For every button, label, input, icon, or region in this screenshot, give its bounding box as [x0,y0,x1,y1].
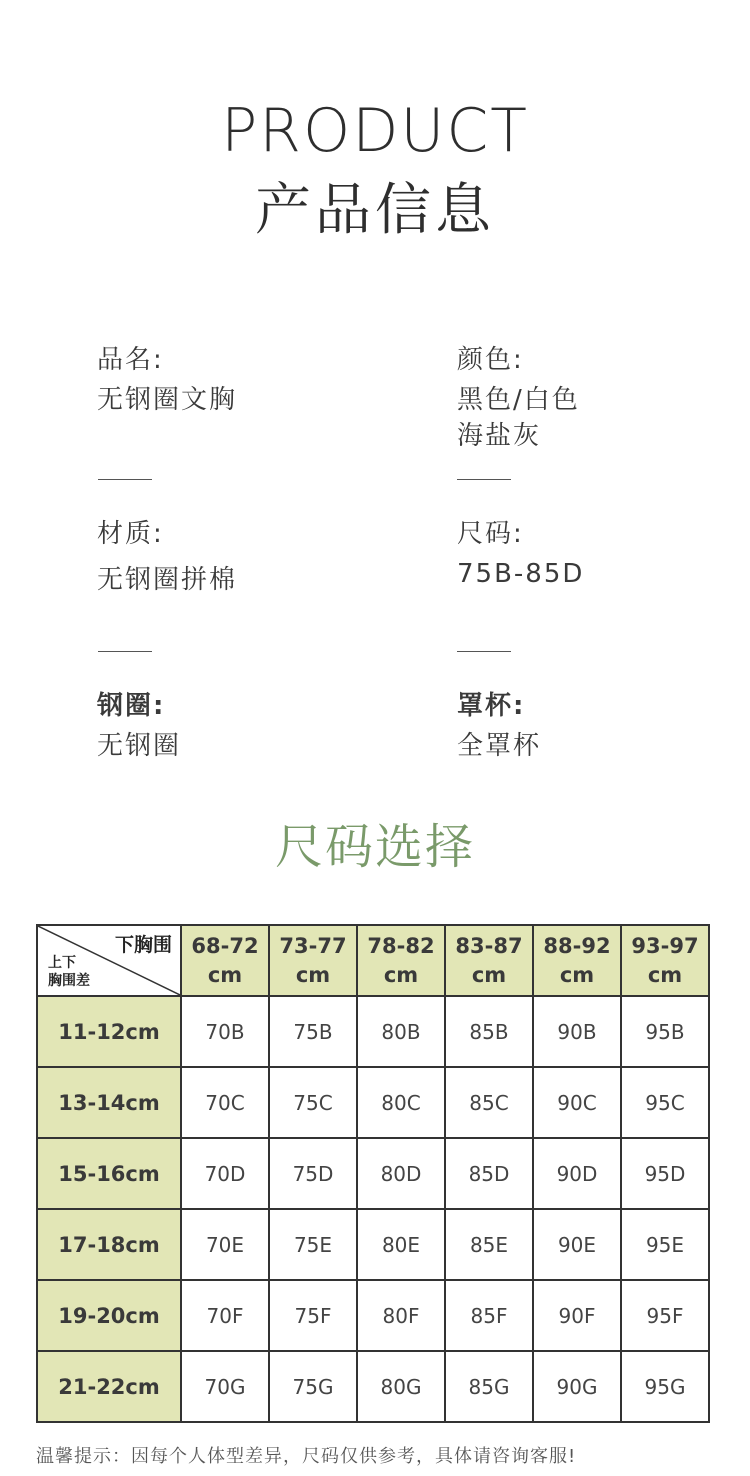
divider [457,651,511,652]
row-header: 17-18cm [37,1209,181,1280]
column-unit: cm [647,962,683,987]
size-cell: 70E [181,1209,269,1280]
column-range: 93-97 [631,933,699,958]
column-header [533,925,621,996]
size-cell: 80C [357,1067,445,1138]
info-cup [457,688,541,764]
size-cell: 95E [621,1209,709,1280]
size-cell: 75G [269,1351,357,1422]
row-header: 11-12cm [37,996,181,1067]
row-header: 13-14cm [37,1067,181,1138]
info-cup-label: 罩杯: [457,691,526,721]
column-range: 73-77 [279,933,347,958]
size-cell: 80G [357,1351,445,1422]
info-name-label: 品名: [97,345,164,375]
size-cell: 95G [621,1351,709,1422]
row-header: 15-16cm [37,1138,181,1209]
info-material-value: 无钢圈拼棉 [97,565,238,595]
size-cell: 75E [269,1209,357,1280]
size-cell: 90B [533,996,621,1067]
size-cell: 90D [533,1138,621,1209]
info-color-value-1: 黑色/白色 [457,385,580,415]
info-size-label: 尺码: [457,519,524,549]
column-unit: cm [295,962,331,987]
size-cell: 75F [269,1280,357,1351]
info-name [97,342,237,418]
column-header [445,925,533,996]
column-unit: cm [559,962,595,987]
size-cell: 80B [357,996,445,1067]
info-material-label: 材质: [97,519,164,549]
info-cup-value: 全罩杯 [457,731,542,761]
size-chart-table [36,924,710,1423]
table-row [37,1351,709,1422]
column-unit: cm [207,962,243,987]
size-cell: 80E [357,1209,445,1280]
size-cell: 85F [445,1280,533,1351]
column-header [621,925,709,996]
size-cell: 85B [445,996,533,1067]
size-cell: 90G [533,1351,621,1422]
column-range: 83-87 [455,933,523,958]
corner-label-underbust: 下胸围 [114,934,172,956]
size-section-title: 尺码选择 [274,819,475,875]
column-range: 78-82 [367,933,435,958]
column-unit: cm [383,962,419,987]
info-size [457,516,584,592]
info-name-value: 无钢圈文胸 [97,385,238,415]
divider [98,651,152,652]
column-header [357,925,445,996]
divider [457,479,511,480]
footer-tip: 温馨提示：因每个人体型差异，尺码仅供参考，具体请咨询客服! [36,1446,577,1467]
corner-label-line1: 上下 [48,955,76,971]
column-unit: cm [471,962,507,987]
info-color-label: 颜色: [457,345,524,375]
size-cell: 70C [181,1067,269,1138]
corner-label-difference [48,954,90,990]
size-cell: 75B [269,996,357,1067]
size-cell: 90F [533,1280,621,1351]
title-en: PRODUCT [221,96,529,166]
size-cell: 85E [445,1209,533,1280]
info-color [457,342,580,454]
column-range: 68-72 [191,933,259,958]
column-range: 88-92 [543,933,611,958]
info-wire-label: 钢圈: [97,691,166,721]
table-row [37,1067,709,1138]
size-cell: 90E [533,1209,621,1280]
info-size-value: 75B-85D [457,559,585,589]
info-material [97,516,237,598]
corner-label-line2: 胸围差 [48,973,90,989]
size-cell: 70G [181,1351,269,1422]
divider [98,479,152,480]
table-row [37,996,709,1067]
size-cell: 85C [445,1067,533,1138]
size-cell: 75C [269,1067,357,1138]
size-cell: 95B [621,996,709,1067]
size-cell: 95D [621,1138,709,1209]
size-cell: 95C [621,1067,709,1138]
size-cell: 95F [621,1280,709,1351]
column-header [269,925,357,996]
size-cell: 85D [445,1138,533,1209]
size-cell: 70B [181,996,269,1067]
title-cn: 产品信息 [255,178,495,243]
row-header: 21-22cm [37,1351,181,1422]
info-wire-value: 无钢圈 [97,731,182,761]
table-row [37,1209,709,1280]
size-cell: 85G [445,1351,533,1422]
table-row [37,1280,709,1351]
size-cell: 75D [269,1138,357,1209]
table-corner-cell [37,925,181,996]
table-row [37,1138,709,1209]
size-cell: 70F [181,1280,269,1351]
info-wire [97,688,181,764]
size-cell: 80D [357,1138,445,1209]
row-header: 19-20cm [37,1280,181,1351]
size-cell: 80F [357,1280,445,1351]
size-cell: 70D [181,1138,269,1209]
table-header-row [37,925,709,996]
size-cell: 90C [533,1067,621,1138]
column-header [181,925,269,996]
info-color-value-2: 海盐灰 [457,421,542,451]
